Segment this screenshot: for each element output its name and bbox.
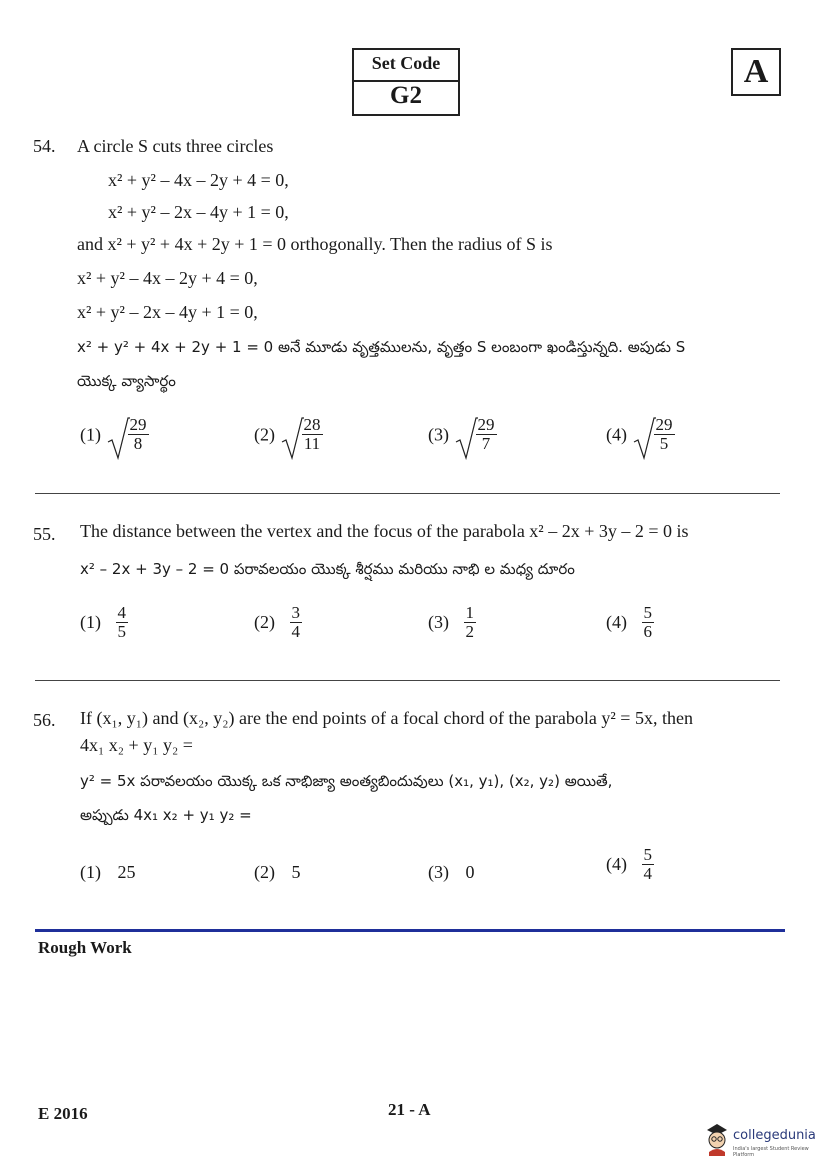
rough-work-divider bbox=[35, 929, 785, 932]
sqrt-fraction bbox=[106, 416, 149, 454]
divider bbox=[35, 680, 780, 681]
option-label: (1) bbox=[80, 612, 101, 632]
q54-eq1: x² + y² – 4x – 2y + 4 = 0, bbox=[108, 170, 289, 190]
numerator: 29 bbox=[477, 415, 495, 434]
fraction bbox=[464, 604, 477, 641]
numerator: 4 bbox=[117, 603, 126, 622]
option-label: (1) bbox=[80, 862, 101, 882]
set-code-box bbox=[352, 48, 460, 116]
mascot-icon bbox=[703, 1122, 731, 1156]
q56-option-4[interactable] bbox=[606, 846, 654, 883]
q55-number: 55. bbox=[33, 524, 56, 544]
denominator: 8 bbox=[133, 434, 143, 453]
q56-line2: 4x₁ x₂ + y₁ y₂ = bbox=[80, 735, 193, 755]
q56-option-2[interactable] bbox=[254, 862, 301, 883]
q54-number: 54. bbox=[33, 136, 56, 156]
page-number: 21 - A bbox=[388, 1100, 431, 1119]
logo-name: collegedunia bbox=[733, 1128, 816, 1143]
option-label: (3) bbox=[428, 612, 449, 632]
denominator: 11 bbox=[303, 434, 321, 453]
numerator: 5 bbox=[643, 845, 652, 864]
q54-intro: A circle S cuts three circles bbox=[77, 136, 274, 156]
sqrt-fraction bbox=[454, 416, 497, 454]
denominator: 2 bbox=[465, 622, 474, 641]
q54-option-1[interactable] bbox=[80, 416, 149, 454]
set-code-label: Set Code bbox=[371, 53, 441, 73]
denominator: 6 bbox=[643, 622, 652, 641]
q56-tel-line2: అప్పుడు 4x₁ x₂ + y₁ y₂ = bbox=[80, 806, 252, 824]
q55-line1: The distance between the vertex and the focus of the parabola x² – 2x + 3y – 2 = 0 is bbox=[80, 521, 689, 541]
option-label: (1) bbox=[80, 424, 101, 445]
numerator: 3 bbox=[291, 603, 300, 622]
option-label: (3) bbox=[428, 862, 449, 882]
q54-line3: and x² + y² + 4x + 2y + 1 = 0 orthogonally. Then the radius of S is bbox=[77, 234, 553, 254]
divider bbox=[35, 493, 780, 494]
option-label: (2) bbox=[254, 424, 275, 445]
q54-option-4[interactable] bbox=[606, 416, 675, 454]
fraction bbox=[116, 604, 129, 641]
q56-line1: If (x₁, y₁) and (x₂, y₂) are the end points of a focal chord of the parabola y² = 5x, then bbox=[80, 708, 693, 728]
option-value: 25 bbox=[117, 862, 136, 882]
fraction bbox=[642, 604, 655, 641]
q54-eq2: x² + y² – 2x – 4y + 1 = 0, bbox=[108, 202, 289, 222]
q56-tel-line1: y² = 5x పరావలయం యొక్క ఒక నాభిజ్యా అంత్యబిందువులు (x₁, y₁), (x₂, y₂) అయితే, bbox=[80, 772, 613, 790]
denominator: 4 bbox=[291, 622, 300, 641]
numerator: 1 bbox=[465, 603, 474, 622]
denominator: 5 bbox=[117, 622, 126, 641]
q54-tel-eq2: x² + y² – 2x – 4y + 1 = 0, bbox=[77, 302, 258, 322]
numerator: 5 bbox=[643, 603, 652, 622]
option-label: (4) bbox=[606, 854, 627, 874]
exam-code: E 2016 bbox=[38, 1104, 88, 1123]
sqrt-fraction bbox=[632, 416, 675, 454]
fraction bbox=[290, 604, 303, 641]
q54-tel-line3: x² + y² + 4x + 2y + 1 = 0 అనే మూడు వృత్తములను, వృత్తం S లంబంగా ఖండిస్తున్నది. అపుడు S bbox=[77, 338, 686, 356]
q56-option-1[interactable] bbox=[80, 862, 136, 883]
q55-option-3[interactable] bbox=[428, 604, 476, 641]
set-letter-box: A bbox=[731, 48, 781, 96]
q54-option-3[interactable] bbox=[428, 416, 497, 454]
q56-option-3[interactable] bbox=[428, 862, 475, 883]
numerator: 28 bbox=[303, 415, 321, 434]
denominator: 5 bbox=[659, 434, 669, 453]
option-label: (4) bbox=[606, 612, 627, 632]
option-label: (2) bbox=[254, 862, 275, 882]
numerator: 29 bbox=[129, 415, 147, 434]
logo-tagline: India's largest Student Review Platform bbox=[733, 1146, 809, 1158]
option-label: (2) bbox=[254, 612, 275, 632]
sqrt-fraction bbox=[280, 416, 323, 454]
denominator: 7 bbox=[481, 434, 491, 453]
option-label: (3) bbox=[428, 424, 449, 445]
fraction bbox=[642, 846, 655, 883]
q54-tel-line4: యొక్క వ్యాసార్థం bbox=[77, 372, 176, 390]
option-value: 0 bbox=[465, 862, 475, 882]
q55-option-4[interactable] bbox=[606, 604, 654, 641]
option-label: (4) bbox=[606, 424, 627, 445]
q55-option-1[interactable] bbox=[80, 604, 128, 641]
q56-number: 56. bbox=[33, 710, 56, 730]
q55-option-2[interactable] bbox=[254, 604, 302, 641]
q55-tel-line: x² – 2x + 3y – 2 = 0 పరావలయం యొక్క శీర్షము మరియు నాభి ల మధ్య దూరం bbox=[80, 560, 575, 578]
rough-work-label: Rough Work bbox=[38, 938, 132, 957]
option-value: 5 bbox=[291, 862, 301, 882]
denominator: 4 bbox=[643, 864, 652, 883]
numerator: 29 bbox=[655, 415, 673, 434]
q54-option-2[interactable] bbox=[254, 416, 323, 454]
q54-tel-eq1: x² + y² – 4x – 2y + 4 = 0, bbox=[77, 268, 258, 288]
set-code-value: G2 bbox=[390, 82, 422, 109]
collegedunia-logo bbox=[703, 1122, 823, 1162]
